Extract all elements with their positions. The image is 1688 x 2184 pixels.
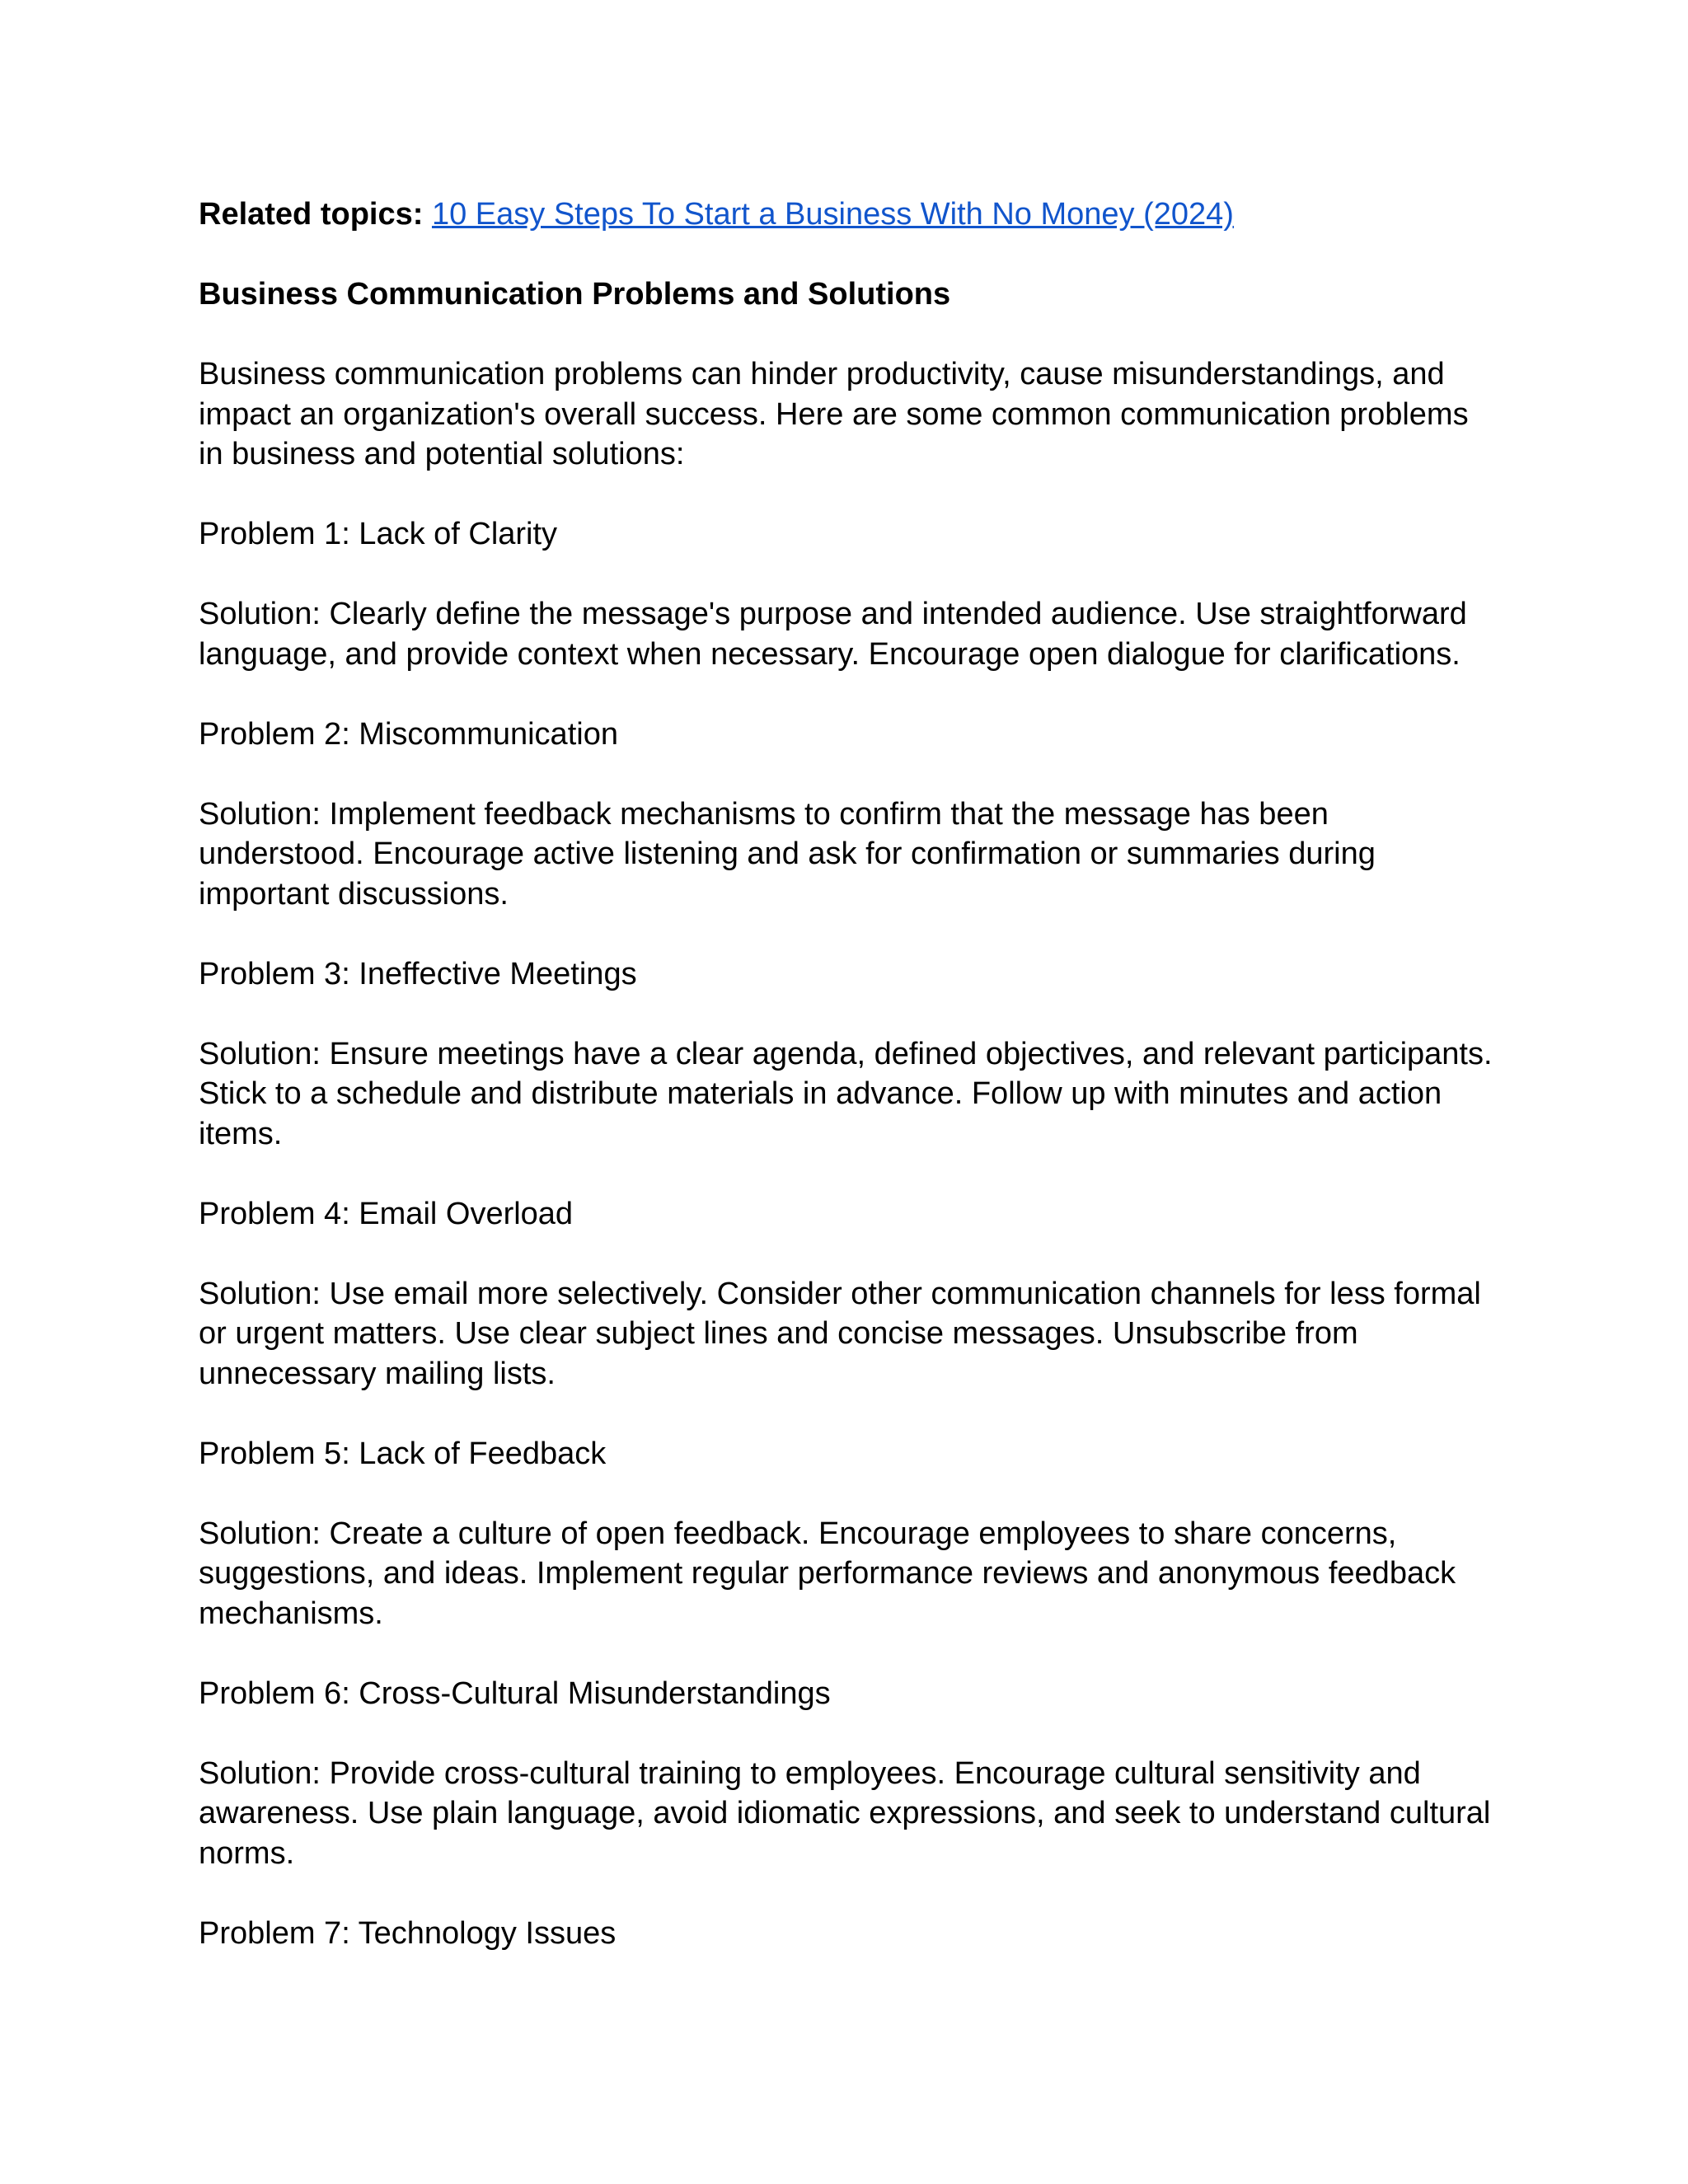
- related-topics-line: [199, 194, 1501, 235]
- problem-5: Problem 5: Lack of Feedback: [199, 1436, 607, 1471]
- solution-4: Solution: Use email more selectively. Consider other communication channels for less formal or urgent matters. Use clear subject lines and concise messages. Unsubscribe from unnecessary mailing lists.: [199, 1276, 1481, 1391]
- problem-3: Problem 3: Ineffective Meetings: [199, 956, 637, 991]
- document-body: [199, 194, 1501, 1994]
- solution-3: Solution: Ensure meetings have a clear agenda, defined objectives, and relevant participants. Stick to a schedule and distribute materials in advance. Follow up with minutes and action items.: [199, 1036, 1493, 1151]
- problem-2: Problem 2: Miscommunication: [199, 716, 618, 752]
- solution-2: Solution: Implement feedback mechanisms to confirm that the message has been understood. Encourage active listening and ask for confirmation or summaries during important discussions.: [199, 796, 1376, 912]
- problem-4: Problem 4: Email Overload: [199, 1196, 574, 1231]
- section-heading: Business Communication Problems and Solutions: [199, 277, 951, 312]
- problem-1: Problem 1: Lack of Clarity: [199, 517, 558, 551]
- related-topic-link[interactable]: 10 Easy Steps To Start a Business With No Money (2024): [431, 197, 1234, 232]
- solution-1: Solution: Clearly define the message's purpose and intended audience. Use straightforward language, and provide context when necessary. Encourage open dialogue for clarifications.: [199, 597, 1467, 672]
- intro-paragraph: Business communication problems can hinder productivity, cause misunderstandings, and impact an organization's overall success. Here are some common communication problems in business and potential solutions:: [199, 357, 1469, 471]
- problem-7: Problem 7: Technology Issues: [199, 1915, 617, 1951]
- solution-5: Solution: Create a culture of open feedback. Encourage employees to share concerns, suggestions, and ideas. Implement regular performance reviews and anonymous feedback mechanisms.: [199, 1516, 1456, 1631]
- solution-6: Solution: Provide cross-cultural training to employees. Encourage cultural sensitivity and awareness. Use plain language, avoid idiomatic expressions, and seek to understand cultural norms.: [199, 1755, 1491, 1871]
- related-topics-label: Related topics:: [199, 197, 424, 232]
- problem-6: Problem 6: Cross-Cultural Misunderstandings: [199, 1675, 831, 1711]
